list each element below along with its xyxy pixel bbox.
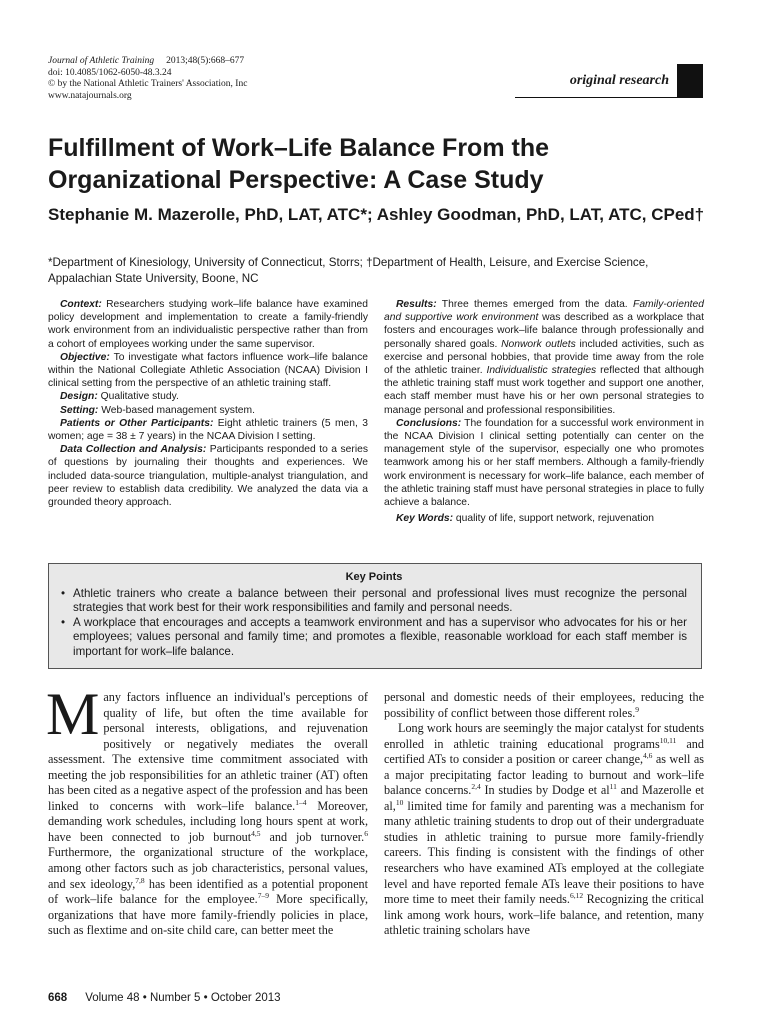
journal-masthead bbox=[48, 56, 247, 102]
key-point-item: • Athletic trainers who create a balance between their personal and professional lives must recognize the personal strategies that work best for their work responsibilities and family and personal needs. bbox=[61, 586, 687, 614]
abstract-right-column bbox=[384, 298, 704, 525]
abstract-context: Context: Researchers studying work–life balance have examined policy development and implementation to create a family-friendly work environment from an individualistic perspective rather than from a cohort of employees working under the same supervisor. bbox=[48, 299, 368, 350]
drop-cap: M bbox=[46, 681, 100, 747]
page-footer bbox=[48, 992, 281, 1004]
journal-name: Journal of Athletic Training bbox=[48, 56, 155, 66]
abstract-conclusions: Conclusions: The foundation for a successful work environment in the NCAA Division I clinical setting potentially can center on the management style of the supervisor, especially one who promotes teamwork among his or her staff members. Although a family-friendly work environment is necessary for work–life balance, each member of the athletic training staff must have personal strategies in place to fully achieve a balance. bbox=[384, 417, 704, 509]
affiliations: *Department of Kinesiology, University of Connecticut, Storrs; †Department of Health, Leisure, and Exercise Science, Appalachian State University, Boone, NC bbox=[48, 256, 649, 285]
body-paragraph: personal and domestic needs of their employees, reducing the possibility of conflict between those different roles.$^9$ bbox=[384, 690, 704, 720]
doi: doi: 10.4085/1062-6050-48.3.24 bbox=[48, 67, 172, 78]
abstract-left-column bbox=[48, 298, 368, 509]
body-paragraph: Many factors influence an individual's perceptions of quality of life, but often the time available for personal interests, obligations, and rejuvenation positively or negatively mediates the overall assessment. The extensive time commitment associated with meeting the job responsibilities for an athletic trainer (AT) often has been cited as a negative aspect of the profession and has been linked to concerns with work–life balance.$^{1-4}$ Moreover, demanding work schedules, including long hours spent at work, have been connected to job burnout$^{4,5}$ and job turnover.$^6$ Furthermore, the organizational structure of the workplace, among other factors such as job characteristics, personal values, and sex ideology,$^{7,8}$ has been identified as a potential proponent of work–life balance for the employee.$^{7-9}$ More specifically, organizations that have more family-friendly policies in place, such as flextime and on-site child care, can better meet the bbox=[46, 681, 369, 938]
abstract-results: Results: Three themes emerged from the data. Family-oriented and supportive work environment was described as a workplace that fosters and encourages work–life balance through professionally and personally shared goals. Nonwork outlets included activities, such as exercise and personal hobbies, that provide time away from the role of the athletic trainer. Individualistic strategies reflected that although the athletic training staff must work together and support one another, each staff member must have his or her own personal strategies to manage personal and professional responsibilities. bbox=[384, 299, 704, 416]
issue-info: Volume 48 • Number 5 • October 2013 bbox=[85, 992, 281, 1004]
section-rule bbox=[515, 97, 703, 98]
section-tag bbox=[515, 64, 703, 98]
abstract-data-collection: Data Collection and Analysis: Participants responded to a series of questions by journaling their thoughts and experiences. We included data-source triangulation, multiple-analyst triangulation, and peer review to establish data credibility. We analyzed the data via a grounded theory approach. bbox=[48, 444, 368, 509]
article-title: Fulfillment of Work–Life Balance From the Organizational Perspective: A Case Study bbox=[48, 134, 549, 194]
citation: 2013;48(5):668–677 bbox=[166, 56, 245, 66]
body-left-column bbox=[46, 681, 369, 939]
journal-url: www.natajournals.org bbox=[48, 90, 132, 101]
author-list: Stephanie M. Mazerolle, PhD, LAT, ATC*; Ashley Goodman, PhD, LAT, ATC, CPed† bbox=[48, 205, 705, 224]
key-points-box bbox=[48, 563, 702, 669]
copyright: © by the National Athletic Trainers' Association, Inc bbox=[48, 79, 248, 89]
abstract-keywords: Key Words: quality of life, support network, rejuvenation bbox=[396, 513, 654, 525]
page-number: 668 bbox=[48, 992, 68, 1004]
abstract-participants: Patients or Other Participants: Eight athletic trainers (5 men, 3 women; age = 38 ± 7 years) in the NCAA Division I setting. bbox=[48, 417, 368, 443]
section-label: original research bbox=[569, 73, 669, 88]
abstract-setting: Setting: Web-based management system. bbox=[60, 404, 255, 416]
abstract-design: Design: Qualitative study. bbox=[60, 391, 179, 403]
key-point-item: • A workplace that encourages and accepts a teamwork environment and has a supervisor who advocates for his or her employees; values personal and family time; and promotes a flexible, reasonable workload for each staff member is important for work–life balance. bbox=[61, 615, 687, 658]
bullet-icon: • bbox=[61, 615, 66, 629]
body-paragraph: Long work hours are seemingly the major catalyst for students enrolled in athletic training educational programs$^{10,11}$ and certified ATs to consider a position or career change,$^{4,6}$ as well as a major precipitating factor leading to burnout and work–life balance concerns.$^{2,4}$ In studies by Dodge et $al^{11}$ and Mazerolle et al,$^{10}$ limited time for family and parenting was a mechanism for many athletic training students to drop out of their undergraduate studies in athletic training to pursue more family-friendly careers. This finding is consistent with the findings of other researchers who have examined ATs employed at the collegiate level and have reported female ATs leave their positions to have more time to meet their family needs.$^{6,12}$ Recognizing the critical link among work hours, work–life balance, and retention, many athletic training scholars have bbox=[384, 721, 704, 938]
body-right-column bbox=[384, 690, 704, 939]
abstract-objective: Objective: To investigate what factors influence work–life balance within the National Collegiate Athletic Association (NCAA) Division I clinical setting from the perspective of an athletic training staff. bbox=[48, 351, 368, 390]
section-marker bbox=[677, 64, 703, 98]
bullet-icon: • bbox=[61, 586, 66, 600]
key-points-title: Key Points bbox=[345, 571, 403, 583]
